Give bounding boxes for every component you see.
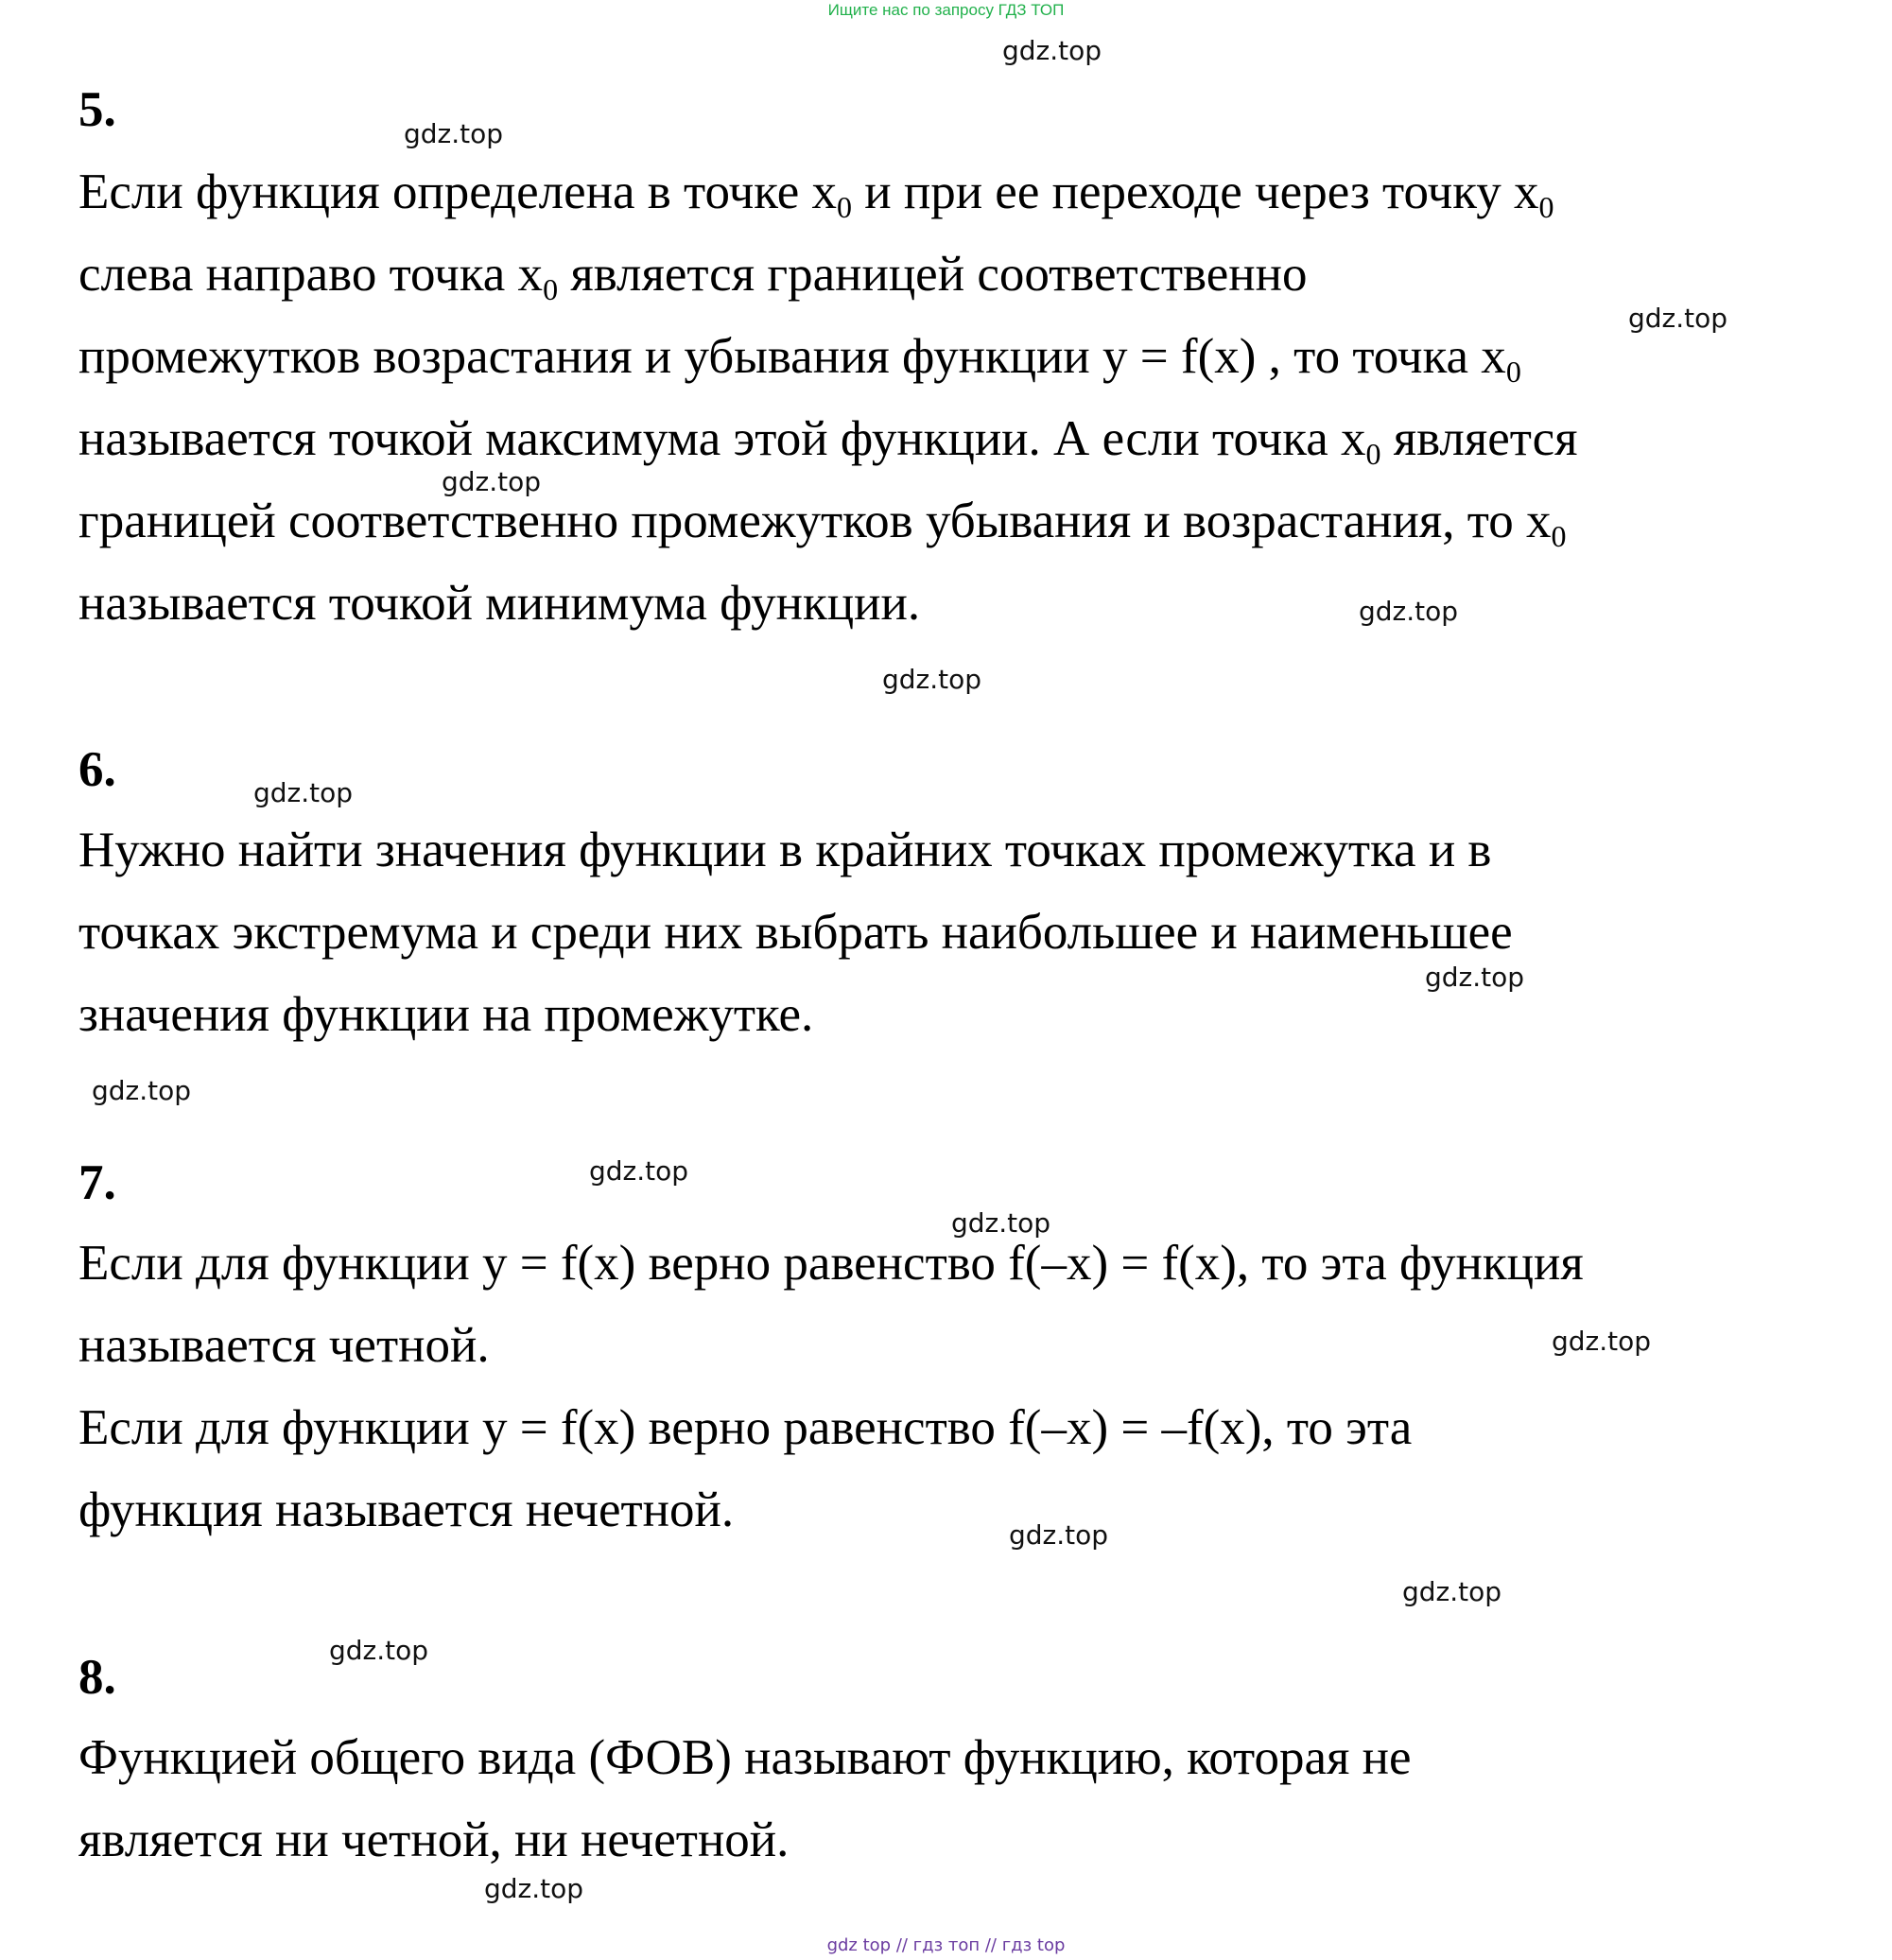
subscript: 0 bbox=[1505, 355, 1521, 389]
section-7-line: называется четной. bbox=[78, 1318, 490, 1373]
text-segment: является bbox=[1380, 411, 1578, 466]
watermark: gdz.top bbox=[1628, 303, 1728, 334]
watermark: gdz.top bbox=[442, 466, 542, 497]
section-5-line bbox=[78, 247, 1308, 306]
watermark: gdz.top bbox=[404, 118, 504, 149]
watermark: gdz.top bbox=[484, 1873, 584, 1904]
watermark: gdz.top bbox=[951, 1207, 1051, 1239]
watermark: gdz.top bbox=[882, 664, 982, 695]
footer-links[interactable]: gdz top // гдз топ // гдз top bbox=[826, 1935, 1066, 1955]
watermark: gdz.top bbox=[589, 1155, 689, 1187]
text-segment: называется точкой максимума этой функции. А если точка x bbox=[78, 411, 1366, 466]
subscript: 0 bbox=[543, 272, 559, 306]
text-segment: слева направо точка x bbox=[78, 247, 544, 302]
watermark: gdz.top bbox=[329, 1635, 429, 1666]
section-6-line: Нужно найти значения функции в крайних точках промежутка и в bbox=[78, 823, 1492, 877]
section-8-line: является ни четной, ни нечетной. bbox=[78, 1813, 790, 1867]
watermark: gdz.top bbox=[1009, 1519, 1109, 1551]
watermark: gdz.top bbox=[1425, 962, 1525, 993]
section-5-line bbox=[78, 411, 1578, 471]
watermark: gdz.top bbox=[253, 777, 354, 808]
section-7-line: функция называется нечетной. bbox=[78, 1483, 735, 1537]
section-7-number: 7. bbox=[78, 1155, 116, 1210]
section-6-line: значения функции на промежутке. bbox=[78, 987, 814, 1042]
section-7-line: Если для функции y = f(x) верно равенство f(–x) = –f(x), то эта bbox=[78, 1400, 1413, 1455]
section-5-number: 5. bbox=[78, 82, 116, 137]
text-segment: промежутков возрастания и убывания функции y = f(x) , то точка x bbox=[78, 329, 1506, 384]
section-6-line: точках экстремума и среди них выбрать наибольшее и наименьшее bbox=[78, 905, 1513, 960]
subscript: 0 bbox=[1365, 437, 1381, 471]
subscript: 0 bbox=[1538, 190, 1554, 224]
section-8-number: 8. bbox=[78, 1650, 116, 1705]
watermark: gdz.top bbox=[1002, 35, 1102, 66]
section-7-line: Если для функции y = f(x) верно равенство f(–x) = f(x), то эта функция bbox=[78, 1236, 1584, 1291]
watermark: gdz.top bbox=[1359, 596, 1459, 627]
section-5-line: называется точкой минимума функции. bbox=[78, 576, 921, 631]
section-8-line: Функцией общего вида (ФОВ) называют функцию, которая не bbox=[78, 1730, 1412, 1785]
text-segment: является границей соответственно bbox=[558, 247, 1308, 302]
section-5-line bbox=[78, 329, 1521, 389]
section-5-line bbox=[78, 167, 1554, 222]
top-banner[interactable]: Ищите нас по запросу ГДЗ ТОП bbox=[827, 1, 1065, 19]
subscript: 0 bbox=[836, 190, 852, 224]
watermark: gdz.top bbox=[92, 1075, 192, 1106]
watermark: gdz.top bbox=[1552, 1326, 1652, 1357]
text-segment: границей соответственно промежутков убывания и возрастания, то x bbox=[78, 494, 1552, 548]
text-segment: и при ее переходе через точку x bbox=[851, 165, 1539, 219]
subscript: 0 bbox=[1551, 519, 1567, 553]
watermark: gdz.top bbox=[1402, 1576, 1502, 1607]
section-5-line bbox=[78, 496, 1566, 551]
text-segment: Если функция определена в точке x bbox=[78, 165, 837, 219]
section-6-number: 6. bbox=[78, 742, 116, 797]
